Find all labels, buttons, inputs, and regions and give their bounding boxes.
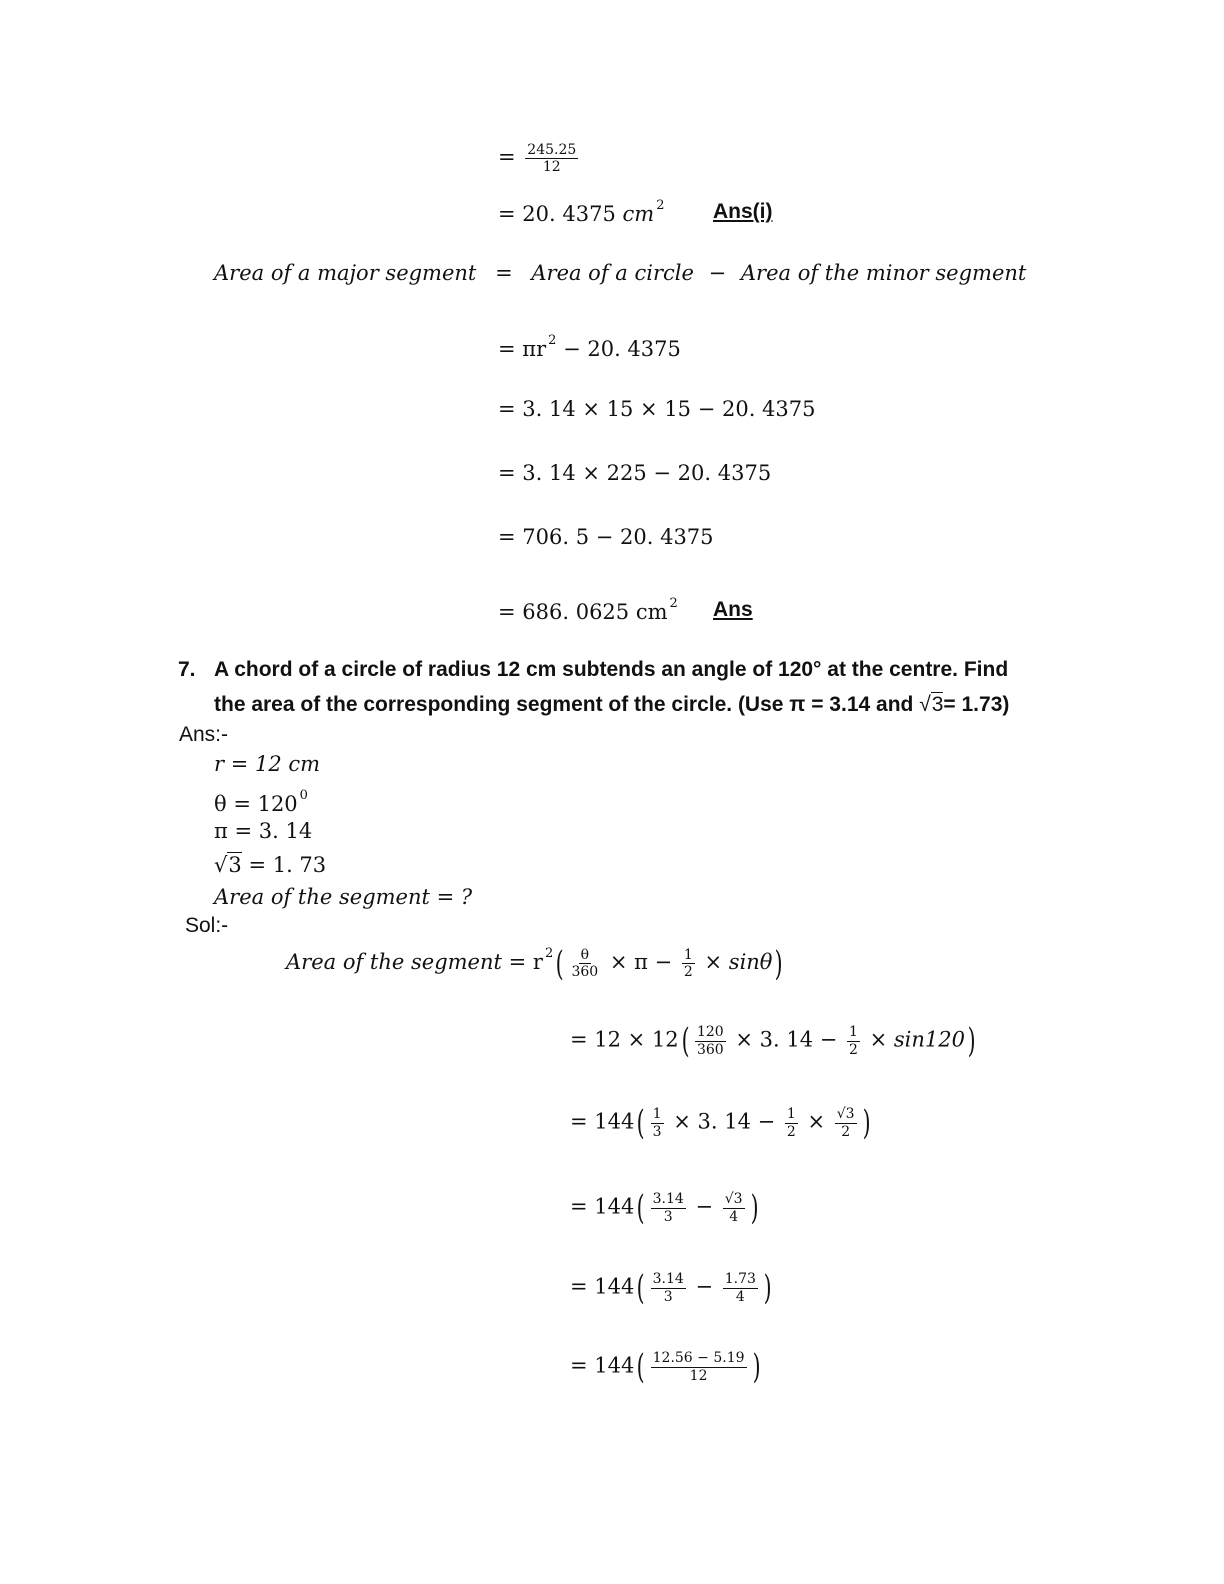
solution-step-2 [570,1103,873,1143]
sqrt-symbol: √3 [214,853,242,877]
question-text: = 1.73) [943,693,1010,716]
segment-formula [286,943,786,984]
sqrt-symbol: √3 [919,693,944,716]
step-pre: = 12 × 12 [570,1027,679,1052]
step-pre: = 144 [570,1109,635,1134]
given-r: r = 12 cm [214,752,321,776]
ans-heading: Ans:- [179,723,229,746]
lhs: Area of a major segment [214,261,477,285]
denominator: 2 [683,964,693,980]
fraction [569,947,600,980]
radicand: 3 [228,853,242,877]
solution-step-5 [570,1347,763,1387]
step-mid: × 3. 14 − [728,1027,844,1052]
left-paren: ( [555,943,564,984]
right-paren: ) [775,943,784,984]
numerator: 245.25 [527,142,577,158]
step-pre: = 144 [570,1194,635,1219]
major-step-2: = 3. 14 × 15 × 15 − 20. 4375 [498,397,816,421]
major-step-4: = 706. 5 − 20. 4375 [498,525,714,549]
fraction [651,1191,686,1224]
major-step-3: = 3. 14 × 225 − 20. 4375 [498,461,772,485]
denominator: 12 [689,1367,708,1384]
left-paren: ( [637,1268,645,1308]
exponent: 2 [548,333,557,348]
major-segment-equation [214,261,1026,285]
exponent: 2 [669,596,678,611]
given-theta [214,788,308,816]
rhs-a: Area of a circle [531,261,694,285]
fraction [651,1271,686,1304]
numerator: 3.14 [652,1271,684,1288]
denominator: 3 [652,1123,662,1140]
denominator: 360 [571,964,599,980]
right-paren: ) [862,1103,871,1143]
equals-sign: = [498,145,516,170]
numerator: 1 [786,1106,796,1123]
fraction-line [498,142,581,175]
formula-mid: × π − [603,950,679,974]
ans-label: Ans [713,598,753,621]
step-tail: × sin120 [862,1027,965,1052]
numerator: 12.56 − 5.19 [652,1350,745,1367]
numerator: 1 [652,1106,662,1123]
question-text: the area of the corresponding segment of the circle. (Use π = 3.14 and [214,693,920,716]
denominator: 2 [786,1123,796,1140]
right-paren: ) [967,1021,976,1061]
exponent: 2 [656,198,665,213]
equals-sign: = [498,202,516,226]
fraction [835,1106,857,1139]
numerator: 3.14 [652,1191,684,1208]
final-value: = 686. 0625 cm [498,600,668,624]
major-final [498,596,678,624]
numerator: √3 [724,1191,743,1208]
radicand: 3 [931,693,944,716]
equals-sign: = [495,261,513,285]
step-text: − 20. 4375 [556,337,681,361]
numerator: 1 [683,946,693,963]
fraction [695,1024,726,1057]
question-line-1: A chord of a circle of radius 12 cm subtends an angle of 120° at the centre. Find [214,658,1009,681]
formula-eq: = r [501,950,543,974]
major-step-1 [498,333,681,361]
denominator: 12 [542,159,561,176]
left-paren: ( [637,1188,645,1228]
right-paren: ) [752,1347,761,1387]
fraction [682,947,695,980]
numerator: 1 [849,1024,858,1041]
fraction [847,1024,860,1057]
sqrt-value: = 1. 73 [241,853,327,877]
left-paren: ( [681,1021,690,1061]
numerator: 120 [696,1024,724,1041]
numerator: θ [580,946,590,963]
solution-step-3 [570,1188,761,1228]
solution-step-4 [570,1268,774,1308]
fraction [525,142,578,175]
step-mid: − [688,1274,720,1299]
formula-lhs: Area of the segment [286,950,502,974]
given-sqrt3 [214,853,326,877]
denominator: 4 [729,1208,739,1225]
right-paren: ) [763,1268,772,1308]
sol-heading: Sol:- [185,914,229,937]
fraction [723,1271,758,1304]
denominator: 3 [663,1288,673,1305]
minus-sign: − [708,261,727,285]
step-mid: × 3. 14 − [666,1109,782,1134]
step-mid: − [688,1194,720,1219]
denominator: 360 [696,1041,724,1058]
denominator: 2 [841,1123,851,1140]
left-paren: ( [637,1103,645,1143]
step-pre: = 144 [570,1353,635,1378]
fraction [785,1106,798,1139]
step-pre: = 144 [570,1274,635,1299]
denominator: 3 [663,1208,673,1225]
degree-exponent: 0 [299,788,308,803]
result-value: 20. 4375 [522,202,616,226]
fraction [651,1350,747,1383]
exponent: 2 [544,946,554,961]
denominator: 4 [735,1288,745,1305]
fraction [723,1191,745,1224]
denominator: 2 [849,1041,858,1058]
numerator: 1.73 [724,1271,756,1288]
solution-step-1 [570,1021,978,1061]
area-minor-result [498,198,664,226]
question-line-2 [214,693,1009,717]
left-paren: ( [637,1347,645,1387]
step-text: = πr [498,337,547,361]
given-find: Area of the segment = ? [214,885,473,909]
unit: cm [622,202,655,226]
theta-value: θ = 120 [214,792,298,816]
numerator: √3 [836,1106,855,1123]
fraction [651,1106,664,1139]
given-pi: π = 3. 14 [214,819,313,843]
step-mid: × [800,1109,832,1134]
formula-tail: × sinθ [697,950,773,974]
right-paren: ) [750,1188,759,1228]
question-number: 7. [178,658,196,681]
rhs-b: Area of the minor segment [740,261,1027,285]
ans-i-label: Ans(i) [713,200,773,223]
